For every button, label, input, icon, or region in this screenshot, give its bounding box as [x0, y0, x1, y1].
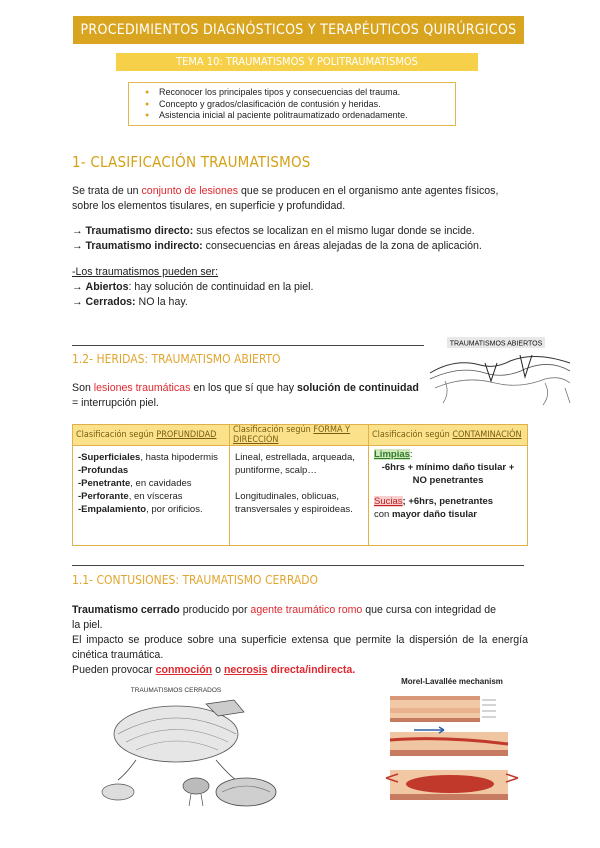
- list-item: -Superficiales, hasta hipodermis: [78, 452, 218, 463]
- open-trauma-illustration: [425, 333, 575, 408]
- objectives-box: [128, 82, 456, 126]
- section3-text: Traumatismo cerrado producido por agente traumático romo que cursa con integridad de la piel. El impacto se produce sobre una superficie extensa que permite la dispersión de la energía cinética traumática. Pueden provocar conmoción o necrosis directa/indirecta.: [72, 604, 528, 676]
- table-header-shape: Clasificación según FORMA Y DIRECCIÓN: [230, 425, 369, 446]
- direction-types: Longitudinales, oblicuas, transversales y espiroideas.: [235, 491, 353, 515]
- table-cell-contamination: Limpias: -6hrs + mínimo daño tisular + NO penetrantes Sucias; +6hrs, penetrantes con mayor daño tisular: [369, 446, 528, 546]
- clean-text: -6hrs + mínimo daño tisular + NO penetrantes: [381, 462, 515, 486]
- objective-item: ● Reconocer los principales tipos y consecuencias del trauma.: [145, 87, 455, 99]
- divider: [72, 345, 424, 346]
- shape-types: Lineal, estrellada, arqueada, puntiforme, scalp…: [235, 452, 355, 476]
- objective-item: ● Concepto y grados/clasificación de contusión y heridas.: [145, 99, 455, 111]
- document-title: PROCEDIMIENTOS DIAGNÓSTICOS Y TERAPÉUTICOS QUIRÚRGICOS: [73, 16, 524, 44]
- list-item: -Empalamiento, por orificios.: [78, 504, 203, 515]
- dirty-label: Sucias: [374, 496, 403, 507]
- wound-classification-table: [72, 424, 528, 546]
- list-item: -Profundas: [78, 465, 129, 476]
- objective-item: ● Asistencia inicial al paciente politraumatizado ordenadamente.: [145, 110, 455, 122]
- table-cell-depth: [73, 446, 230, 546]
- topic-title: TEMA 10: TRAUMATISMOS Y POLITRAUMATISMOS: [116, 53, 478, 71]
- morel-lavallee-caption: Morel-Lavallée mechanism: [401, 677, 503, 686]
- morel-lavallee-illustration: [384, 674, 520, 810]
- open-trauma-caption: TRAUMATISMOS ABIERTOS: [449, 340, 543, 348]
- table-header-contamination: Clasificación según CONTAMINACIÓN: [369, 425, 528, 446]
- dirty-text: con mayor daño tisular: [374, 509, 477, 520]
- closed-trauma-illustration: [96, 682, 286, 814]
- section2-heading: 1.2- HERIDAS: TRAUMATISMO ABIERTO: [72, 352, 281, 366]
- section2-intro: Son lesiones traumáticas en los que sí que hay solución de continuidad = interrupción piel.: [72, 382, 419, 409]
- section1-heading: 1- CLASIFICACIÓN TRAUMATISMOS: [72, 153, 311, 171]
- table-cell-shape: [230, 446, 369, 546]
- section1-intro: Se trata de un conjunto de lesiones que se producen en el organismo ante agentes físicos, sobre los elementos tisulares, en superficie y profundidad.: [72, 185, 499, 212]
- list-item: -Perforante, en vísceras: [78, 491, 183, 502]
- clean-label: Limpias: [374, 449, 410, 460]
- table-header-depth: Clasificación según PROFUNDIDAD: [73, 425, 230, 446]
- closed-trauma-caption: TRAUMATISMOS CERRADOS: [130, 687, 222, 694]
- section3-heading: 1.1- CONTUSIONES: TRAUMATISMO CERRADO: [72, 573, 319, 587]
- section1-direct-indirect: → Traumatismo directo: sus efectos se localizan en el mismo lugar donde se incide. → Traumatismo indirecto: consecuencias en áreas alejadas de la zona de aplicación.: [72, 225, 482, 252]
- section1-types: -Los traumatismos pueden ser: → Abiertos: hay solución de continuidad en la piel. → Cerrados: NO la hay.: [72, 266, 314, 308]
- list-item: -Penetrante, en cavidades: [78, 478, 192, 489]
- divider: [72, 565, 524, 566]
